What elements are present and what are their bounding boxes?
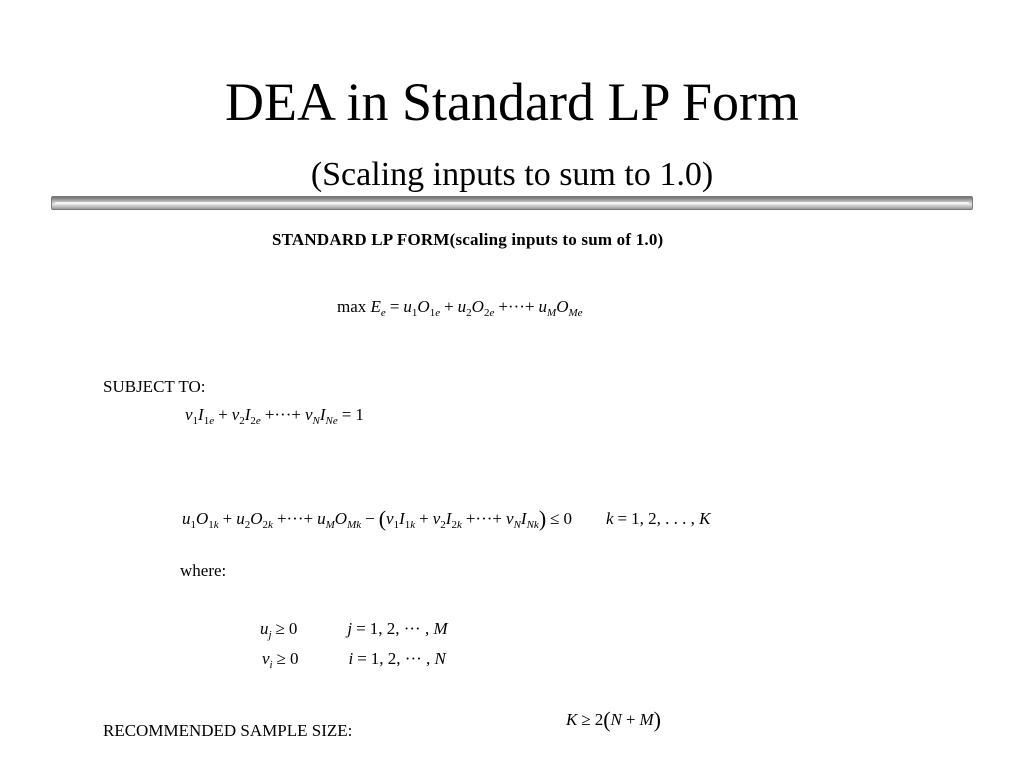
where-label: where:: [180, 561, 227, 580]
slide-title: DEA in Standard LP Form: [225, 72, 799, 132]
title-divider: [51, 196, 973, 210]
slide-subtitle: (Scaling inputs to sum to 1.0): [310, 156, 714, 193]
input-weight-nonnegativity: $v_i \ge 0$ i = 1, 2, ··· , N: [262, 649, 446, 671]
lp-form-heading: STANDARD LP FORM(scaling inputs to sum of 1.0): [272, 230, 664, 249]
sample-size-formula: K ≥ 2(N + M): [566, 707, 661, 732]
efficiency-constraint: $u_1O_{1k} + u_2O_{2k}$ +···+ $u_MO_{Mk} - (v_1I_{1k} + v_2I_{2k}$ +···+ $v_NI_{Nk}) \le 0$ k = 1, 2, . . . , K: [182, 506, 711, 531]
output-weight-nonnegativity: $u_j \ge 0$ j = 1, 2, ··· , M: [260, 619, 448, 641]
title-divider-highlight: [55, 202, 969, 204]
subject-to-label: SUBJECT TO:: [103, 377, 206, 396]
input-normalization-constraint: $v_1I_{1e} + v_2I_{2e}$ +···+ $v_NI_{Ne} = 1$: [185, 405, 364, 427]
sample-size-label: RECOMMENDED SAMPLE SIZE:: [103, 721, 353, 740]
objective-function: $\max E_e = u_1O_{1e} + u_2O_{2e}$ +···+ $u_MO_{Me}$: [337, 297, 583, 319]
